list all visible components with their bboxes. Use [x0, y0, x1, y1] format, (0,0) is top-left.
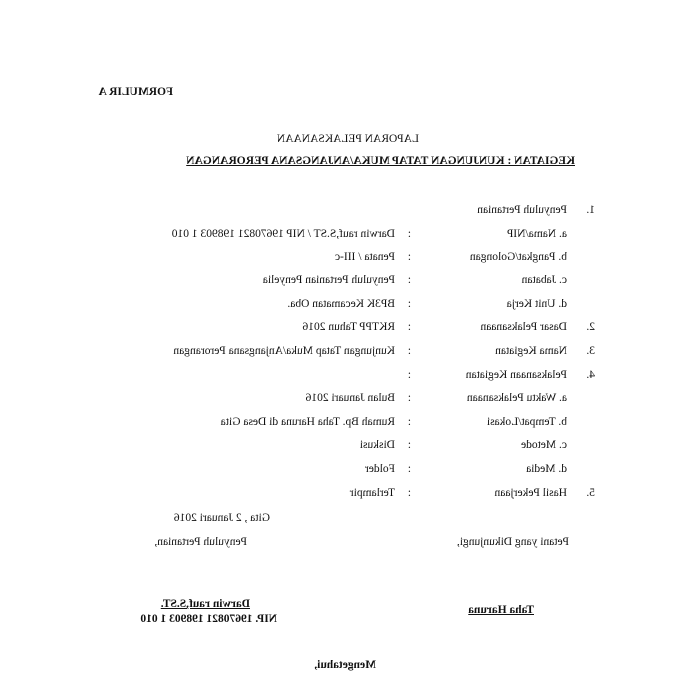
row-number: 4.	[586, 369, 595, 381]
row-number: 1.	[586, 204, 595, 216]
row-label: Nama Kegiatan	[495, 345, 567, 357]
row-value: Rumah Bp. Taha Haruna di Desa Gita	[220, 416, 395, 428]
row-label: b. Pangkat/Golongan	[469, 251, 567, 263]
row-value: BP3K Kecamatan Oba.	[287, 298, 395, 310]
row-colon: :	[407, 321, 411, 333]
row-value: Bulan Januari 2016	[305, 392, 395, 404]
row-value: Darwin rauf,S.ST / NIP 19670821 198903 1 010	[171, 228, 395, 240]
right-sign-nip: NIP. 19670821 198903 1 010	[140, 613, 277, 625]
row-colon: :	[407, 228, 411, 240]
row-value: Kunjungan Tatap Muka/Anjangsana Perorangan	[173, 345, 395, 357]
row-label: d. Unit Kerja	[506, 298, 567, 310]
row-label: Pelaksanaan Kegiatan	[465, 369, 567, 381]
row-label: a. Waktu Pelaksanaan	[466, 392, 567, 404]
left-sign-caption: Petani yang Dikunjungi,	[456, 536, 569, 548]
right-sign-name: Darwin rauf,S.ST.	[160, 598, 250, 610]
row-number: 2.	[586, 321, 595, 333]
row-colon: :	[407, 439, 411, 451]
row-label: c. Metode	[521, 439, 567, 451]
row-value: Folder	[364, 463, 395, 475]
row-value: Terlampir	[349, 487, 395, 499]
report-title: LAPORAN PELAKSANAAN	[276, 133, 419, 145]
row-colon: :	[407, 369, 411, 381]
row-number: 5.	[586, 487, 595, 499]
row-label: b. Tempat/Lokasi	[486, 416, 567, 428]
row-label: c. Jabatan	[521, 274, 567, 286]
right-sign-caption: Penyuluh Pertanian,	[154, 536, 247, 548]
row-label: a. Nama/NIP	[506, 228, 567, 240]
row-colon: :	[407, 463, 411, 475]
row-colon: :	[407, 298, 411, 310]
left-sign-name: Taha Haruna	[468, 604, 534, 616]
row-colon: :	[407, 274, 411, 286]
row-number: 3.	[586, 345, 595, 357]
row-colon: :	[407, 345, 411, 357]
place-date: Gita , 2 Januari 2016	[173, 512, 270, 524]
row-label: Hasil Pekerjaan	[494, 487, 567, 499]
row-colon: :	[407, 416, 411, 428]
report-subtitle: KEGIATAN : KUNJUNGAN TATAP MUKA/ANJANGSANA PERORANGAN	[186, 155, 575, 167]
acknowledged-label: Mengetahui,	[314, 659, 376, 671]
row-value: Penata / III-c	[334, 251, 395, 263]
row-label: Dasar Pelaksanaan	[480, 321, 567, 333]
row-value: Diskusi	[359, 439, 395, 451]
row-colon: :	[407, 251, 411, 263]
row-label: d. Media	[526, 463, 567, 475]
form-label: FORMULIR A	[98, 86, 173, 98]
row-label: Penyuluh Pertanian	[477, 204, 567, 216]
row-colon: :	[407, 392, 411, 404]
row-value: Penyuluh Pertanian Penyelia	[262, 274, 395, 286]
row-value: RKTPP Tahun 2016	[302, 321, 395, 333]
row-colon: :	[407, 487, 411, 499]
